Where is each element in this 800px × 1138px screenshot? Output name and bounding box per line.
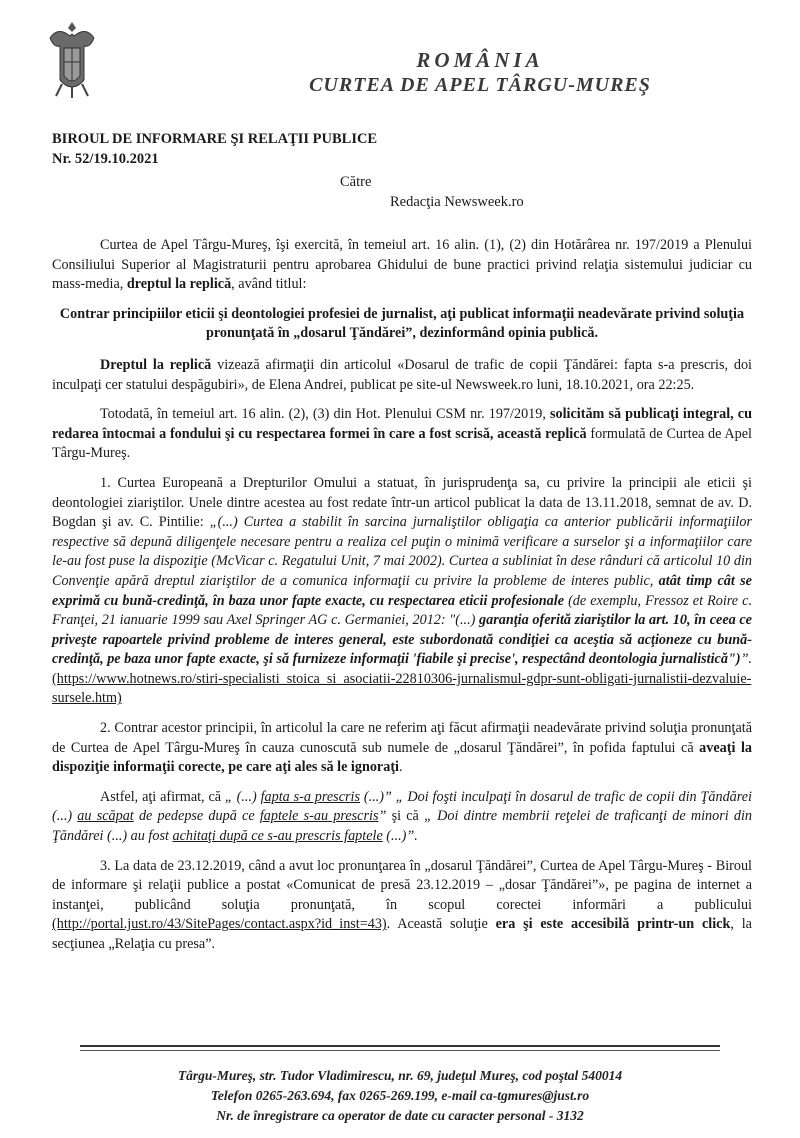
court-name: CURTEA DE APEL TÂRGU-MUREŞ [309,74,651,96]
romanian-coat-of-arms-icon [40,18,104,100]
recipient-block [340,172,524,212]
portal-link[interactable]: (http://portal.just.ro/43/SitePages/contact.aspx?id_inst=43) [52,916,387,933]
replica-scope-paragraph: Dreptul la replică vizează afirmaţii din articolul «Dosarul de trafic de copii Ţăndărei: fapta s-a prescris, doi inculpaţi cer statului despăgubiri», de Elena Andrei, publicat pe site-ul Newsweek.ro luni, 18.10.2021, ora 22:25. [52,356,752,393]
point-3-paragraph: 3. La data de 23.12.2019, când a avut loc pronunţarea în „dosarul Ţăndărei”, Curtea de Apel Târgu-Mureş - Biroul de informare şi relaţii publice a postat «Comunicat de presă 23.12.2019 – „dosar Ţăndărei”», pe pagina de internet a instanţei, publicând soluţia pronunţată, în scopul corectei informări a publicului (http://portal.just.ro/43/SitePages/contact.aspx?id_inst=43). Această soluţie era şi este accesibilă printr-un click, la secţiunea „Relaţia cu presa”. [52,857,752,952]
hotnews-link[interactable]: (https://www.hotnews.ro/stiri-specialisti_stoica_si_asociatii-22810306-jurnalismul-gdpr-sunt-obligati-jurnalistii-dezvaluie-sursele.htm) [52,670,752,707]
recipient-label: Către [340,174,372,190]
document-number: Nr. 52/19.10.2021 [52,151,159,167]
footer-divider [80,1045,720,1047]
letterhead [180,48,780,98]
recipient-name: Redacţia Newsweek.ro [390,194,524,210]
replica-title: Contrar principiilor eticii şi deontologiei profesiei de jurnalist, aţi publicat informaţii neadevărate privind soluţia pronunţată în „dosarul Ţăndărei”, dezinformând opinia publică. [59,305,745,342]
country-name: ROMÂNIA [416,48,544,72]
intro-paragraph: Curtea de Apel Târgu-Mureş, îşi exercită, în temeiul art. 16 alin. (1), (2) din Hotărârea nr. 197/2019 a Plenului Consiliului Superior al Magistraturii pentru aprobarea Ghidului de bune practici privind relaţia sistemului judiciar cu mass-media, dreptul la replică, având titlul: [52,237,752,293]
office-block [52,129,377,169]
point-1-paragraph: 1. Curtea Europeană a Drepturilor Omului a statuat, în jurisprudenţa sa, cu privire la principii ale eticii şi deontologiei ziariştilor. Unele dintre acestea au fost redate într-un articol publicat la data de 13.11.2018, semnat de av. D. Bogdan şi av. C. Pintilie: „(...) Curtea a stabilit în sarcina jurnaliştilor obligaţia ca anterior publicării informaţiilor respective să depună diligenţele necesare pentru a realiza cel puţin o minimă verificare a surselor şi a informaţiilor care le-au fost puse la dispoziţie (McVicar c. Regatului Unit, 7 mai 2002). Curtea a subliniat în dese rânduri că articolul 10 din Convenţie apără dreptul ziariştilor de a comunica informaţii cu privire la probleme de interes public, atât timp cât se exprimă cu bună-credinţă, în baza unor fapte exacte, cu respectarea eticii profesionale (de exemplu, Fressoz et Roire c. Franţei, 21 ianuarie 1999 sau Axel Springer AG c. Germaniei, 2012: "(...) garanţia oferită ziariştilor la art. 10, în ceea ce priveşte rapoartele privind probleme de interes general, este subordonată condiţiei ca aceştia să acţioneze cu bună-credinţă, pe baza unor fapte exacte, şi să furnizeze informaţii 'fiabile şi precise', respectând deontologia jurnalistică")”. (https://www.hotnews.ro/stiri-specialisti_stoica_si_asociatii-22810306-jurnalismul-gdpr-sunt-obligati-jurnalistii-dezvaluie-sursele.htm) [52,474,752,707]
publication-request-paragraph: Totodată, în temeiul art. 16 alin. (2), (3) din Hot. Plenului CSM nr. 197/2019, solicităm să publicaţi integral, cu redarea întocmai a fondului şi cu respectarea formei în care a fost scrisă, această replică formulată de Curtea de Apel Târgu-Mureş. [52,406,753,462]
footer [60,1066,740,1126]
footer-address: Târgu-Mureş, str. Tudor Vladimirescu, nr. 69, judeţul Mureş, cod poştal 540014 [177,1068,623,1083]
footer-registration: Nr. de înregistrare ca operator de date cu caracter personal - 3132 [216,1108,584,1123]
office-name: BIROUL DE INFORMARE ŞI RELAŢII PUBLICE [52,131,378,147]
point-2-paragraph: 2. Contrar acestor principii, în articolul la care ne referim aţi făcut afirmaţii neadevărate privind soluţia pronunţată de Curtea de Apel Târgu-Mureş în cauza cunoscută sub numele de „dosarul Ţăndărei”, în pofida faptului că aveaţi la dispoziţie informaţii corecte, pe care aţi ales să le ignoraţi. [52,720,752,776]
footer-contact: Telefon 0265-263.694, fax 0265-269.199, e-mail ca-tgmures@just.ro [210,1088,590,1103]
point-2-quotes-paragraph: Astfel, aţi afirmat, că „ (...) fapta s-a prescris (...)” „ Doi foşti inculpaţi în dosarul de trafic de copii din Ţăndărei (...) au scăpat de pedepse după ce faptele s-au prescris” şi că „ Doi dintre membrii reţelei de traficanţi de minori din Ţăndărei (...) au fost achitaţi după ce s-au prescris faptele (...)”. [52,788,753,845]
footer-divider-thin [80,1050,720,1051]
letter-body [52,236,752,965]
